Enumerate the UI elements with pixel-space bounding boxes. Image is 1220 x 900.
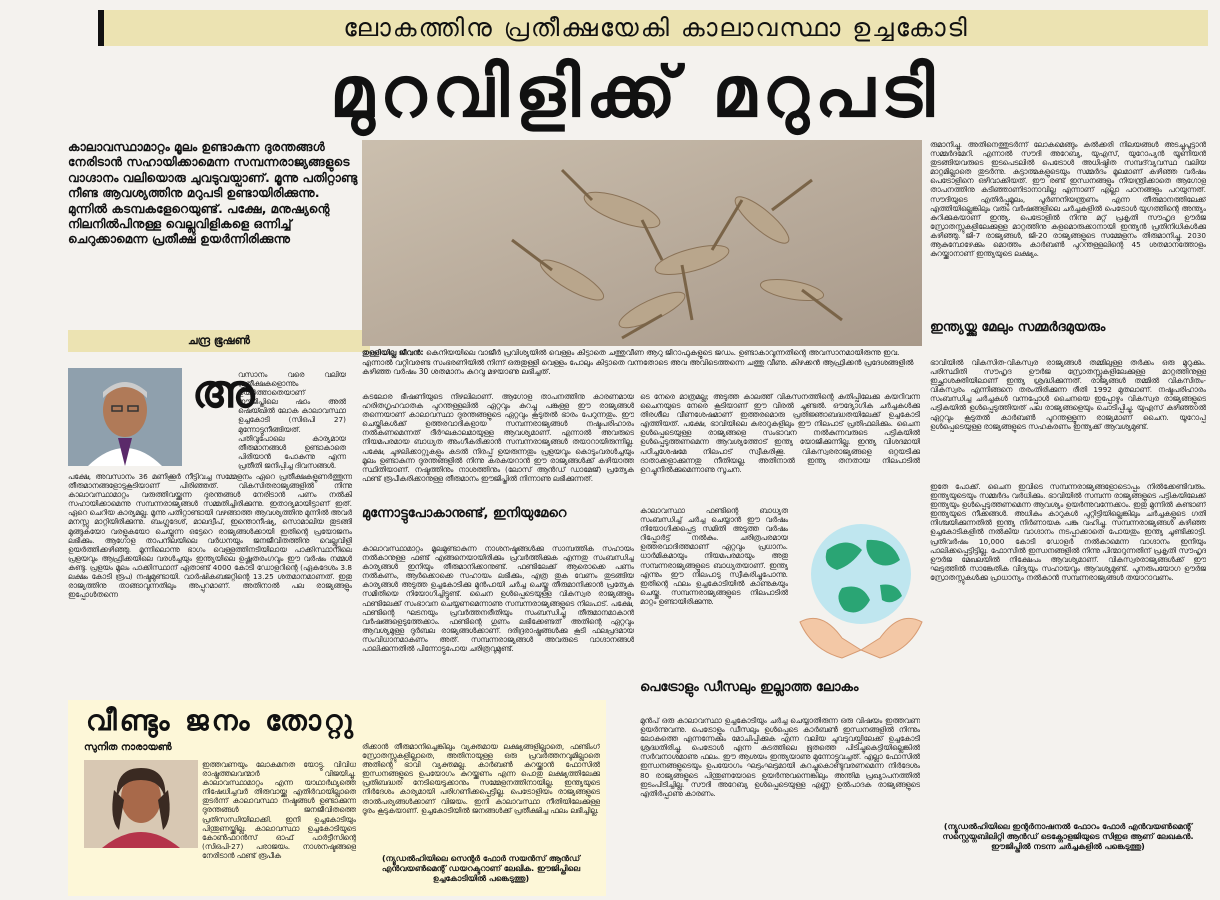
column-2-b: കാലാവസ്ഥാമാറ്റം മൂലമുണ്ടാകുന്ന നാശനഷ്ടങ്ങൾക്കു സാമ്പത്തിക സഹായം നൽകാനുള്ള ഫണ്ട് എങ്ങനെയായിരിക്കും പ്രവർത്തിക്കുക എന്നതു സംബന്ധിച്ച കാര്യങ്ങൾ ഇനിയും തീരുമാനിക്കാനുണ്ട്. ഫണ്ടിലേക്ക് ആരൊക്കെ പണം നൽകണം, ആർക്കൊക്കെ സഹായം ലഭിക്കും, എത്ര തുക വേണം തുടങ്ങിയ കാര്യങ്ങൾ അടുത്ത ഉച്ചകോടിക്കു മുൻപായി ചർച്ച ചെയ്തു തീരുമാനിക്കാൻ പ്രത്യേക സമിതിയെ നിയോഗിച്ചിട്ടുണ്ട്. ചൈന ഉൾപ്പെടെയുള്ള വികസ്വര രാജ്യങ്ങളും ഫണ്ടിലേക്ക് സംഭാവന ചെയ്യണമെന്നാണു സമ്പന്നരാജ്യങ്ങളുടെ നിലപാട്. പക്ഷേ, ഫണ്ടിന്റെ ഘടനയും പ്രവർത്തനരീതിയും സംബന്ധിച്ചു തീരുമാനമാകാൻ വർഷങ്ങളെടുത്തേക്കാം. ഫണ്ടിന്റെ ഗുണം ലഭിക്കേണ്ടത് അതിന്റെ ഏറ്റവും ആവശ്യമുള്ള ദുർബല രാജ്യങ്ങൾക്കാണ്. ദരിദ്രരാഷ്ട്രങ്ങൾക്കു കൂടി ഫലപ്രദമായ സംവിധാനമാകണം അത്. സമ്പന്നരാജ്യങ്ങൾ അവരുടെ വാഗ്ദാനങ്ങൾ പാലിക്കുന്നതിൽ പിന്നോട്ടുപോയ ചരിത്രവുമുണ്ട്. [362, 544, 634, 654]
column-4-c: ഇതേ പോക്ക്. ചൈന ഇവിടെ സമ്പന്നരാജ്യങ്ങളോടൊപ്പം നിൽക്കേണ്ടിവരും. ഇന്ത്യയുടെയും സമ്മർദം വർധിക്കും. ഭാവിയിൽ സമ്പന്ന രാജ്യങ്ങളുടെ പട്ടികയിലേക്ക് ഇന്ത്യയും ഉൾപ്പെടുത്തണമെന്ന ആവശ്യം ഉയർന്നുവന്നേക്കാം. ഇതു മുന്നിൽ കണ്ടാണ് ഇന്ത്യയുടെ നീക്കങ്ങൾ. അധികം കാറുകൾ പുറ്റിട്ടിയില്ലെങ്കിലും ചർച്ചകളുടെ ഗതി നിശ്ചയിക്കുന്നതിൽ ഇന്ത്യ നിർണായക പങ്കു വഹിച്ചു. സമ്പന്നരാജ്യങ്ങൾ കഴിഞ്ഞ ഉച്ചകോടികളിൽ നൽകിയ വാഗ്ദാനം നടപ്പാക്കാതെ പോയതും ഇന്ത്യ ചൂണ്ടിക്കാട്ടി. പ്രതിവർഷം 10,000 കോടി ഡോളർ നൽകാമെന്ന വാഗ്ദാനം ഇനിയും പാലിക്കപ്പെട്ടിട്ടില്ല. ഫോസിൽ ഇന്ധനങ്ങളിൽ നിന്നു പിന്മാറുന്നതിന് പ്രകൃതി സൗഹൃദ ഊർജ മേഖലയിൽ നിക്ഷേപം ആവശ്യമാണ്. വികസ്വരരാജ്യങ്ങൾക്ക് ഈ ഘട്ടത്തിൽ സാങ്കേതിക വിദ്യയും സഹായവും ആവശ്യമുണ്ട്. പുനരുപയോഗ ഊർജ സ്രോതസ്സുകൾക്കു പ്രാധാന്യം നൽകാൻ സമ്പന്നരാജ്യങ്ങൾ തയാറാവണം. [930, 482, 1206, 582]
main-headline [60, 52, 1210, 132]
column-4-a: രുമാനിച്ചു. അതിനെത്തുടർന്ന് ലോകമെങ്ങും കൽക്കരി നിലയങ്ങൾ അടച്ചുപൂട്ടാൻ സമ്മർദമേറി. എന്നാൽ സൗദി അറേബ്യ, യുഎസ്, യുറോപ്യൻ യൂണിയൻ തുടങ്ങിയവരുടെ ഇടപെടലിൽ പെട്രോൾ അധിഷ്ഠിത സമ്പദ്‌വ്യവസ്ഥ വലിയ മാറ്റമില്ലാതെ തുടർന്നു. കുട്ടാത്മകളുടെയും സമ്മർദം മൂലമാണ് കഴിഞ്ഞ വർഷം പെട്രോളിനെ ഒഴിവാക്കിയത്. ഈ രണ്ട് ഇന്ധനങ്ങളും നിയന്ത്രിക്കാതെ ആഗോള താപനത്തിനു കടിഞ്ഞാണിടാനാവില്ല എന്നാണ് എല്ലാ പഠനങ്ങളും പറയുന്നത്. സൗദിയുടെ എതിർപ്പുമൂലം, പൂർണനിയന്ത്രണം എന്ന തീരുമാനത്തിലേക്ക് എത്തിയില്ലെങ്കിലും വരും വർഷങ്ങളിലെ ചർച്ചകളിൽ പെട്രോൾ യുഗത്തിന്റെ അന്ത്യം കുറിക്കുകയാണ് ഇന്ത്യ. പെട്രോളിൽ നിന്നു മറ്റ് പ്രകൃതി സൗഹൃദ ഊർജ സ്രോതസ്സുകളിലേക്കുള്ള മാറ്റത്തിനു കളമൊരുക്കാനായി ഇന്ത്യൻ പ്രതിനിധികൾക്കു കഴിഞ്ഞു. ജി-7 രാജ്യങ്ങൾ, ജി-20 രാജ്യങ്ങളുടെ സമ്മേളനം തിരുമാനിച്ചു. 2030 ആകുമ്പോഴേക്കും മൊത്തം കാർബൺ പുറന്തള്ളലിന്റെ 45 ശതമാനത്തോളം കുറയ്ക്കാനാണ് ഇന്ത്യയുടെ ലക്ഷ്യം. [930, 140, 1206, 259]
sidebar-column-2: രിക്കാൻ തീരുമാനിച്ചെങ്കിലും വ്യക്തമായ ലക്ഷ്യങ്ങളില്ലാതെ, ഫണ്ടിംഗ് സ്രോതസ്സുകളില്ലാതെ, അതിനായുള്ള ഒരു പ്രവർത്തനവുമില്ലാതെ അതിന്റെ ഭാവി വ്യക്തമല്ല. കാർബൺ കുറയ്ക്കാൻ ഫോസിൽ ഇന്ധനങ്ങളുടെ ഉപയോഗം കുറയ്ക്കണം എന്ന പൊതു ലക്ഷ്യത്തിലേക്കു പ്രതിബദ്ധത നേടിയെടുക്കാനും സമ്മേളനത്തിനായില്ല. ഇന്ത്യയുടെ നിർദേശം കാര്യമായി പരിഗണിക്കപ്പെട്ടില്ല. പെട്രോളിയം രാജ്യങ്ങളുടെ താൽപര്യങ്ങൾക്കാണ് വിജയം. ഇനി കാലാവസ്ഥാ നീതിയിലേക്കുള്ള ദൂരം കൂടുകയാണ്. ഉച്ചകോടിയിൽ ജനങ്ങൾക്ക് പ്രതീക്ഷിച്ച ഫലം ലഭിച്ചില്ല. [362, 742, 600, 815]
caption-text: കെനിയയിലെ വാജീർ പ്രവിശ്യയിൽ വെള്ളം കിട്ടാതെ ചത്തുവീണ ആറു ജിറാഫുകളുടെ ജഡം. ഉണ്ടാകാവുന്നതിന്റെ അവസാനമായിരുന്നു ഇവ. എന്നാൽ വറ്റിവരണ്ട സംഭരണിയിൽ നിന്ന് ഒരുതുള്ളി വെള്ളം പോലും കിട്ടാതെ വന്നതോടെ അവ അവിടെത്തന്നെ ചത്തു വീണു. കിഴക്കൻ ആഫ്രിക്കൻ പ്രദേശങ്ങളിൽ കഴിഞ്ഞ വർഷം 30 ശതമാനം കുറവു മഴയാണു ലഭിച്ചത്. [362, 348, 914, 377]
subheading-1: മുന്നോട്ടുപോകാനുണ്ട്, ഇനിയുമേറെ [362, 506, 567, 521]
column-3-a: ടെ നേരെ മാത്രമല്ല; അടുത്ത കാലത്ത് വികസനത്തിന്റെ കുതിപ്പിലേക്കു കയറിവന്ന ചൈനയുടെ നേരെ കൂടിയാണ് ഈ വിരൽ ചൂണ്ടൽ. ഔദ്യോഗിക ചർച്ചകൾക്കു തിരശീല വീണശേഷമാണ് ഇത്തരമൊരു പ്രതിജ്ഞാബദ്ധതയിലേക്ക് ഉച്ചകോടി എത്തിയത്. പക്ഷേ, ഭാവിയിലെ കരാറുകളിലും ഈ നിലപാട് പ്രതിഫലിക്കും. ചൈന ഉൾപ്പെടെയുള്ള രാജ്യങ്ങളെ സംഭാവന നൽകുന്നവരുടെ പട്ടികയിൽ ഉൾപ്പെടുത്തണമെന്ന ആവശ്യത്തോട് ഇന്ത്യ യോജിക്കുന്നില്ല. ഇന്ത്യ വിശദമായി പഠിച്ചശേഷമേ നിലപാട് സ്വീകരിക്കൂ. വികസ്വരരാജ്യങ്ങളെ ഒറ്റയടിക്കു ദാതാക്കളാക്കുന്നതു നീതിയല്ല. അതിനാൽ ഇന്ത്യ തനതായ നിലപാടിൽ ഉറച്ചുനിൽക്കുമെന്നാണു സൂചന. [640, 392, 920, 474]
column-1-a: വസാനം വരെ വലിയ പ്രതീക്ഷകളൊന്നും ഉയർത്താതെയാണ് ഈജിപ്തിലെ ഷാം അൽ ഷെയ്ഖിൽ ലോക കാലാവസ്ഥാ ഉച്ചകോടി (സിഒപി 27) മുന്നോട്ടുനീങ്ങിയത്. പതിവുപോലെ കാര്യമായ തീരുമാനങ്ങൾ ഉണ്ടാകാതെ പിരിയാൻ പോകുന്നു എന്ന പ്രതീതി ജനിപ്പിച്ച ദിവസങ്ങൾ. [238, 370, 346, 470]
photo-caption [362, 348, 922, 388]
sidebar-author-name: സുനിത നാരായൺ [84, 742, 172, 753]
headline-text: മുറവിളിക്ക് മറുപടി [329, 51, 941, 133]
caption-lead: തുള്ളിയില്ല ജീവൻ: [362, 348, 424, 357]
column-1-b: പക്ഷേ, അവസാനം 36 മണിക്കൂർ നീട്ടിവച്ച സമ്മേളനം ഏറെ പ്രതീക്ഷകളുണർത്തുന്ന തീരുമാനങ്ങളോടുകൂടിയാണ് പിരിഞ്ഞത്. വികസിതരാജ്യങ്ങളിൽ നിന്നു കാലാവസ്ഥാമാറ്റം വരുത്തിവയ്ക്കുന്ന ദുരന്തങ്ങൾ നേരിടാൻ പണം നൽകി സഹായിക്കാമെന്നു സമ്പന്നരാജ്യങ്ങൾ സമ്മതിച്ചിരിക്കുന്നു. ഇതാദ്യമായിട്ടാണ് ഇത്. ഏറെ ചെറിയ കാര്യമല്ല. മൂന്നു പതിറ്റാണ്ടായി വഴങ്ങാത്ത ആവശ്യത്തിനു മുന്നിൽ അവർ മനസ്സു മാറ്റിയിരിക്കുന്നു. ബംഗ്ലദേശ്, മാലദ്വീപ്, ഇന്തൊനീഷ്യ, സൊമാലിയ തുടങ്ങി മുങ്ങുകയോ വരളുകയോ ചെയ്യുന്ന ഒട്ടേറെ രാജ്യങ്ങൾക്കായി ഇതിന്റെ പ്രയോജനം ലഭിക്കും. ആഗോള താപനിലയിലെ വർധനയും ജനജീവിതത്തിനു വെല്ലുവിളി ഉയർത്തിക്കഴിഞ്ഞു. മൂന്നിലൊന്നു ഭാഗം വെള്ളത്തിനടിയിലായ പാക്കിസ്ഥാനിലെ പ്രളയവും ആഫ്രിക്കയിലെ വരൾച്ചയും ഇന്ത്യയിലെ ഉഷ്ണതരംഗവും ഈ വർഷം നമ്മൾ കണ്ടു. പ്രളയം മൂലം പാക്കിസ്ഥാന് ഏതാണ്ട് 4000 കോടി ഡോളറിന്റെ (ഏകദേശം 3.8 ലക്ഷം കോടി രൂപ) നഷ്ടമുണ്ടായി. വാർഷികബജറ്റിന്റെ 13.25 ശതമാനമാണത്. ഇതു രാജ്യത്തിനു താങ്ങാവുന്നതിലും അപ്പുറമാണ്. അതിനാൽ പല രാജ്യങ്ങളും ഇപ്പോൾതന്നെ [68, 472, 352, 600]
author-photo [68, 368, 182, 466]
subheading-2: പെട്രോളും ഡീസലും ഇല്ലാത്ത ലോകം [640, 680, 859, 695]
byline-bar [68, 330, 370, 352]
sidebar-headline: വീണ്ടും ജനം തോറ്റു [86, 704, 356, 737]
subheading-3: ഇന്ത്യയ്ക്കു മേലും സമ്മർദമുയരും [930, 320, 1106, 335]
author-credit-1: (ന്യൂഡൽഹിയിലെ ഇന്റർനാഷനൽ ഫോറം ഫോർ എൻവയൺമെന്റ് സസ്റ്റെയ്നബിലിറ്റി ആൻഡ് ടെക്നോളജിയുടെ സിഇഒ ആണ് ലേഖകൻ. ഈജിപ്തിൽ നടന്ന ചർച്ചകളിൽ പങ്കെടുത്തു) [942, 822, 1194, 851]
column-3-b: കാലാവസ്ഥാ ഫണ്ടിന്റെ ബാധ്യത സംബന്ധിച്ച് ചർച്ച ചെയ്യാൻ ഈ വർഷം നിയോഗിക്കപ്പെട്ട സമിതി അടുത്ത വർഷം റിപ്പോർട്ട് നൽകും. ചരിത്രപരമായ ഉത്തരവാദിത്തമാണ് ഏറ്റവും പ്രധാനം. ധാർമികമായും നിയമപരമായും അതു സമ്പന്നരാജ്യങ്ങളുടെ ബാധ്യതയാണ്. ഇന്ത്യ എന്നും ഈ നിലപാടു സ്വീകരിച്ചുപോന്നു. ഇതിന്റെ ഫലം ഉച്ചകോടിയിൽ കാണുകയും ചെയ്തു. സമ്പന്നരാജ്യങ്ങളുടെ നിലപാടിൽ മാറ്റം ഉണ്ടായിരിക്കുന്നു. [640, 506, 788, 606]
globe-in-hands-icon [792, 510, 930, 662]
sidebar-column-1: ഇത്തവണയും ലോകമനത യോട്ടു. വിവിധ രാഷ്ട്രത്തലവന്മാർ വിജയിച്ചു. കാലാവസ്ഥാമാറ്റം എന്ന യാഥാർഥ്യത്തെ നിഷേധിച്ചവർ തിരുവായ്ക്കു എതിർവായില്ലാതെ തുടർന്ന് കാലാവസ്ഥാ നഷ്ടങ്ങൾ ഉണ്ടാക്കുന്ന ദുരന്തങ്ങൾ ജനജീവിതത്തെ പ്രതിസന്ധിയിലാക്കി. ഇനി ഉച്ചകോടിയും പിന്തുണയ്ക്കില്ല. കാലാവസ്ഥാ ഉച്ചകോടിയുടെ കോൺഫറൻസ് ഓഫ് പാർട്ടീസിന്റെ (സിഒപി-27) പരാജയം. നാശനഷ്ടങ്ങളെ നേരിടാൻ ഫണ്ട് രൂപീക [202, 760, 356, 860]
lede-text: കാലാവസ്ഥാമാറ്റം മൂലം ഉണ്ടാകുന്ന ദുരന്തങ്ങൾ നേരിടാൻ സഹായിക്കാമെന്ന സമ്പന്നരാജ്യങ്ങളുടെ വാഗ്ദാനം വലിയൊരു ചുവടുവയ്പാണ്. മൂന്നു പതിറ്റാണ്ടു നീണ്ട ആവശ്യത്തിനു മറുപടി ഉണ്ടായിരിക്കുന്നു. മുന്നിൽ കടമ്പകളേറെയുണ്ട്. പക്ഷേ, മനുഷ്യന്റെ നിലനിൽപിനുള്ള വെല്ലുവിളികളെ ഒന്നിച്ച് ചെറുക്കാമെന്ന പ്രതീക്ഷ ഉയർന്നിരിക്കുന്നു [68, 140, 358, 247]
kicker-bar [98, 10, 1208, 46]
sidebar-author-photo [84, 760, 198, 848]
lead-photo [362, 140, 922, 346]
kicker-text: ലോകത്തിനു പ്രതീക്ഷയേകി കാലാവസ്ഥാ ഉച്ചകോടി [343, 13, 969, 42]
author-name: ചന്ദ്ര ഭൂഷൺ [187, 334, 251, 347]
column-3-c: മുൻപ് ഒരു കാലാവസ്ഥാ ഉച്ചകോടിയും ചർച്ച ചെയ്യാതിരുന്ന ഒരു വിഷയം ഇത്തവണ ഉയർന്നുവന്നു. പെട്രോളും ഡീസലും ഉൾപ്പെടെ കാർബൺ ഇന്ധനങ്ങളിൽ നിന്നും ലോകത്തെ എന്നന്നേക്കും മോചിപ്പിക്കുക എന്ന വലിയ ചുവടുവയ്പിലേക്ക് ഉച്ചകോടി ശ്രദ്ധതിരിച്ചു. പെട്രോൾ എന്ന കുടത്തിലെ ഭൂതത്തെ പിടിച്ചുകെട്ടിയില്ലെങ്കിൽ സർവനാശമാണു ഫലം. ഈ ആശയം ഇന്ത്യയാണു മുന്നോട്ടുവച്ചത്. എല്ലാ ഫോസിൽ ഇന്ധനങ്ങളുടെയും ഉപയോഗം ഘട്ടംഘട്ടമായി കുറച്ചുകൊണ്ടുവരണമെന്ന നിർദേശം 80 രാജ്യങ്ങളുടെ പിന്തുണയോടെ ഉയർന്നുവന്നെങ്കിലും അന്തിമ പ്രഖ്യാപനത്തിൽ ഇടംപിടിച്ചില്ല. സൗദി അറേബ്യ ഉൾപ്പെടെയുള്ള എണ്ണ ഉൽപാദക രാജ്യങ്ങളുടെ എതിർപ്പാണു കാരണം. [640, 716, 920, 798]
column-2-a: കടലോര ഭീഷണിയുടെ നിഴലിലാണ്. ആഗോള താപനത്തിനു കാരണമായ ഹരിതഗൃഹവാതക പുറന്തള്ളലിൽ ഏറ്റവും കുറച്ചു പങ്കുള്ള ഈ രാജ്യങ്ങൾ തന്നെയാണ് കാലാവസ്ഥാ ദുരന്തങ്ങളുടെ ഏറ്റവും കൂടുതൽ ഭാരം പേറുന്നതും. ഈ ചെയ്തികൾക്ക് ഉത്തരവാദികളായ സമ്പന്നരാജ്യങ്ങൾ നഷ്ടപരിഹാരം നൽകണമെന്നത് ദീർഘകാലമായുള്ള ആവശ്യമാണ്. എന്നാൽ അവരുടെ നിയമപരമായ ബാധ്യത അംഗീകരിക്കാൻ സമ്പന്നരാജ്യങ്ങൾ തയാറായിരുന്നില്ല. പക്ഷേ, ചുഴലിക്കാറ്റുകളും കടൽ നിരപ്പ് ഉയരുന്നതും പ്രളയവും കൊടുംവരൾച്ചയും മൂലം ഉണ്ടാകുന്ന ദുരന്തങ്ങളിൽ നിന്നു കരകയറാൻ ഈ രാജ്യങ്ങൾക്ക് കഴിയാത്ത സ്ഥിതിയാണ്. നഷ്ടത്തിനും നാശത്തിനും (ലോസ് ആൻഡ് ഡാമേജ്) പ്രത്യേക ഫണ്ട് രൂപീകരിക്കാനുള്ള തീരുമാനം ഈജിപ്തിൽ നിന്നാണു ലഭിക്കുന്നത്. [362, 392, 634, 483]
author-credit-2: (ന്യൂഡൽഹിയിലെ സെന്റർ ഫോർ സയൻസ് ആൻഡ് എൻവയൺമെന്റ് ഡയറക്ടറാണ് ലേഖിക. ഈജിപ്തിലെ ഉച്ചകോടിയിൽ പങ്കെടുത്തു) [381, 854, 581, 883]
column-4-b: ഭാവിയിൽ വികസിത-വികസ്വര രാജ്യങ്ങൾ തമ്മിലുള്ള തർക്കം ഒരു മുറുക്കും. പരിസ്ഥിതി സൗഹൃദ ഊർജ സ്രോതസ്സുകളിലേക്കുള്ള മാറ്റത്തിനുള്ള ഇച്ഛാശക്തിയിലാണ് ഇന്ത്യ ശ്രദ്ധിക്കുന്നത്. രാജ്യങ്ങൾ തമ്മിൽ വികസിതം-വികസ്വരം എന്നിങ്ങനെ തരംതിരിക്കുന്ന രീതി 1992 മുതലാണ്. നഷ്ടപരിഹാരം സംബന്ധിച്ച ചർച്ചകൾ വന്നപ്പോൾ ചൈനയെ ഇപ്പോഴും വികസ്വര രാജ്യങ്ങളുടെ പട്ടികയിൽ ഉൾപ്പെടുത്തിയത് പല രാജ്യങ്ങളെയും ചൊടിപ്പിച്ചു. യുഎസ് കഴിഞ്ഞാൽ ഏറ്റവും കൂടുതൽ കാർബൺ പുറന്തള്ളുന്ന രാജ്യമാണ് ചൈന. യൂറോപ്പ് ഉൾപ്പെടെയുള്ള രാജ്യങ്ങളുടെ സഹകരണം ഇന്ത്യക്ക് ആവശ്യമുണ്ട്. [930, 358, 1206, 431]
drop-cap: അ [192, 364, 255, 418]
